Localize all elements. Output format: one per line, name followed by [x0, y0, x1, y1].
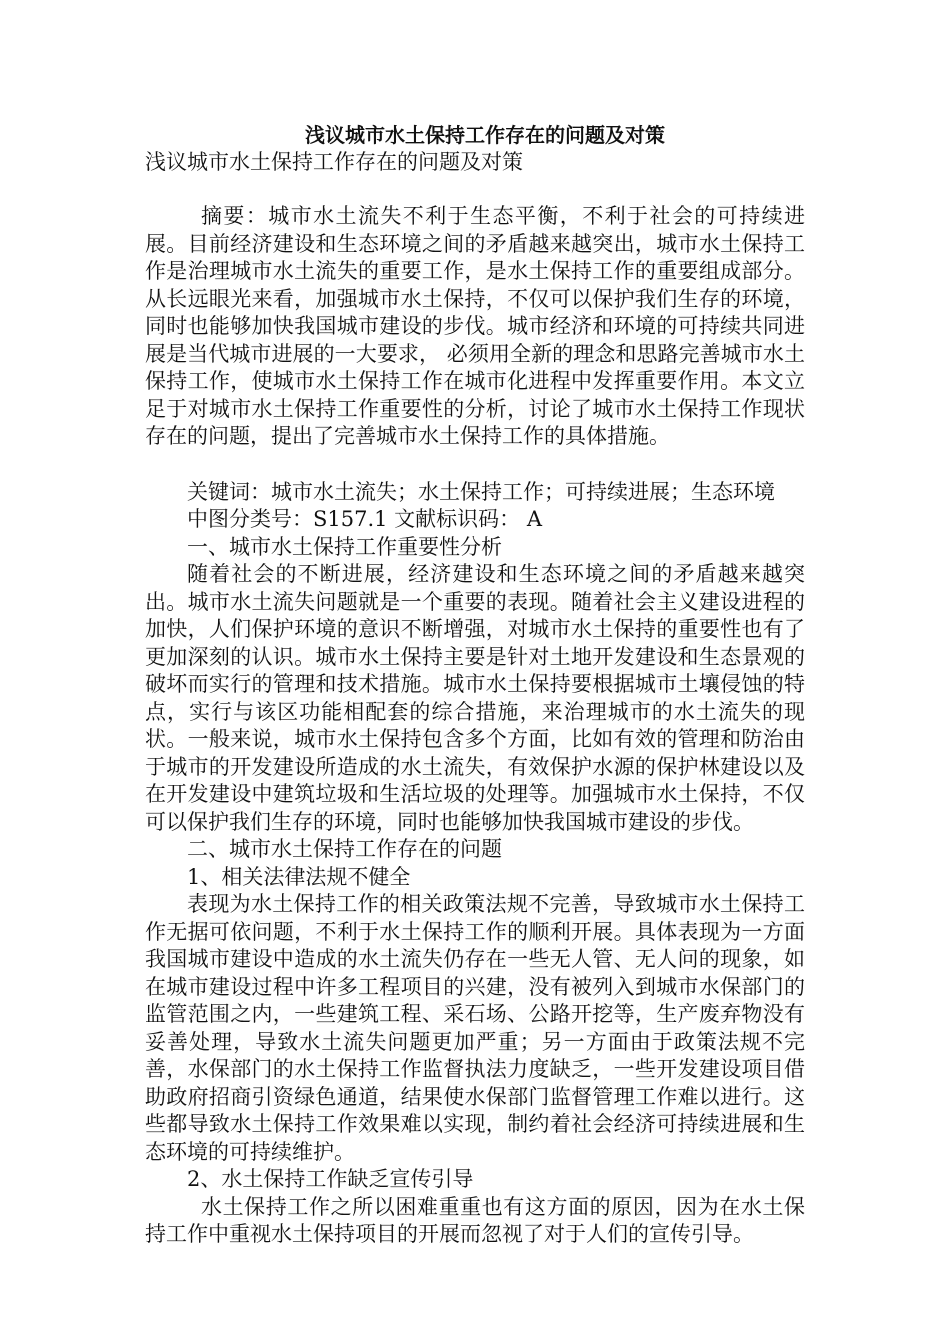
abstract-paragraph: 摘要：城市水土流失不利于生态平衡，不利于社会的可持续进展。目前经济建设和生态环境之间的矛盾越来越突出，城市水土保持工作是治理城市水土流失的重要工作，是水土保持工作的重要组成部分。从长远眼光来看，加强城市水土保持，不仅可以保护我们生存的环境，同时也能够加快我国城市建设的步伐。城市经济和环境的可持续共同进展是当代城市进展的一大要求， 必须用全新的理念和思路完善城市水土保持工作，使城市水土保持工作在城市化进程中发挥重要作用。本文立足于对城市水土保持工作重要性的分析，讨论了城市水土保持工作现状存在的问题，提出了完善城市水土保持工作的具体措施。: [145, 204, 805, 448]
section-1-body: 随着社会的不断进展，经济建设和生态环境之间的矛盾越来越突出。城市水土流失问题就是一个重要的表现。随着社会主义建设进程的加快，人们保护环境的意识不断增强，对城市水土保持的重要性也有了更加深刻的认识。城市水土保持主要是针对土地开发建设和生态景观的破坏而实行的管理和技术措施。城市水土保持要根据城市土壤侵蚀的特点，实行与该区功能相配套的综合措施，来治理城市的水土流失的现状。一般来说，城市水土保持包含多个方面，比如有效的管理和防治由于城市的开发建设所造成的水土流失，有效保护水源的保护林建设以及在开发建设中建筑垃圾和生活垃圾的处理等。加强城市水土保持，不仅可以保护我们生存的环境，同时也能够加快我国城市建设的步伐。: [145, 562, 805, 834]
subsection-1-body: 表现为水土保持工作的相关政策法规不完善，导致城市水土保持工作无据可依问题，不利于水土保持工作的顺利开展。具体表现为一方面我国城市建设中造成的水土流失仍存在一些无人管、无人问的现象，如在城市建设过程中许多工程项目的兴建，没有被列入到城市水保部门的监管范围之内，一些建筑工程、采石场、公路开挖等，生产废弃物没有妥善处理，导致水土流失问题更加严重；另一方面由于政策法规不完善，水保部门的水土保持工作监督执法力度缺乏，一些开发建设项目借助政府招商引资绿色通道，结果使水保部门监督管理工作难以进行。这些都导致水土保持工作效果难以实现，制约着社会经济可持续进展和生态环境的可持续维护。: [145, 892, 805, 1164]
subsection-2-heading: 2、水土保持工作缺乏宣传引导: [187, 1167, 474, 1191]
keywords-paragraph: 关键词：城市水土流失；水土保持工作；可持续进展；生态环境: [187, 479, 775, 504]
document-content: [145, 122, 805, 1249]
document-subtitle: 浅议城市水土保持工作存在的问题及对策: [145, 150, 523, 174]
section-2-heading: 二、城市水土保持工作存在的问题: [187, 837, 502, 861]
spacer: [145, 176, 805, 203]
subsection-2-body: 水土保持工作之所以困难重重也有这方面的原因，因为在水土保持工作中重视水土保持项目的开展而忽视了对于人们的宣传引导。: [145, 1194, 805, 1246]
spacer: [145, 451, 805, 479]
document-title: 浅议城市水土保持工作存在的问题及对策: [305, 123, 665, 147]
classification-line: 中图分类号：S157.1 文献标识码： A: [187, 507, 543, 531]
subsection-1-heading: 1、相关法律法规不健全: [187, 864, 411, 889]
section-1-heading: 一、城市水土保持工作重要性分析: [187, 534, 502, 559]
